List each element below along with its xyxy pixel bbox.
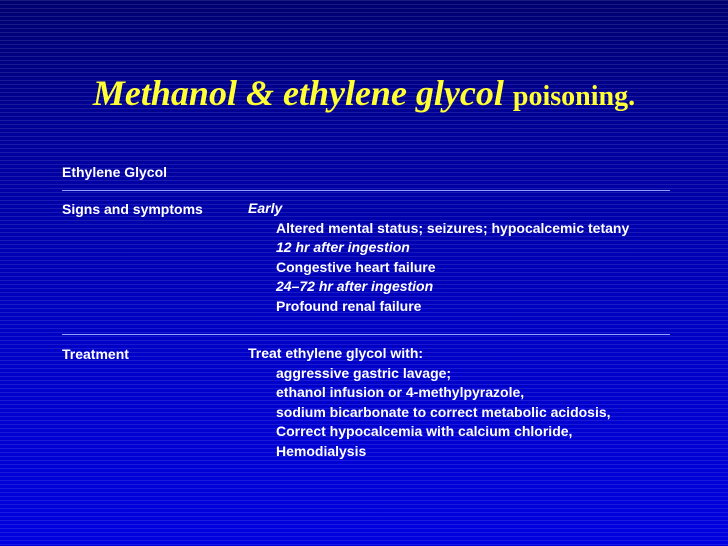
signs-stage3-text: Profound renal failure	[276, 297, 422, 314]
slide-title-plain: poisoning.	[512, 81, 636, 112]
slide-title-italic: Methanol & ethylene glycol	[92, 73, 504, 113]
signs-stage2-label: 12 hr after ingestion	[276, 239, 410, 255]
treatment-item: ethanol infusion or 4-methylpyrazole,	[276, 384, 525, 400]
treatment-intro: Treat ethylene glycol with:	[248, 345, 424, 361]
divider	[62, 190, 670, 191]
section-heading: Ethylene Glycol	[62, 164, 168, 180]
signs-stage2-text: Congestive heart failure	[276, 258, 436, 275]
divider	[62, 334, 670, 335]
signs-early-label: Early	[248, 200, 283, 216]
treatment-item: aggressive gastric lavage;	[276, 364, 452, 381]
signs-label: Signs and symptoms	[62, 201, 203, 217]
treatment-item: sodium bicarbonate to correct metabolic acidosis,	[276, 403, 611, 420]
slide-title	[0, 72, 728, 114]
signs-stage3-label: 24–72 hr after ingestion	[276, 278, 434, 294]
treatment-label: Treatment	[62, 346, 129, 362]
signs-early-text: Altered mental status; seizures; hypocalcemic tetany	[276, 219, 630, 236]
signs-content	[248, 199, 656, 316]
treatment-content	[248, 344, 611, 461]
treatment-item: Correct hypocalcemia with calcium chloride,	[276, 423, 573, 439]
treatment-item: Hemodialysis	[276, 442, 367, 459]
